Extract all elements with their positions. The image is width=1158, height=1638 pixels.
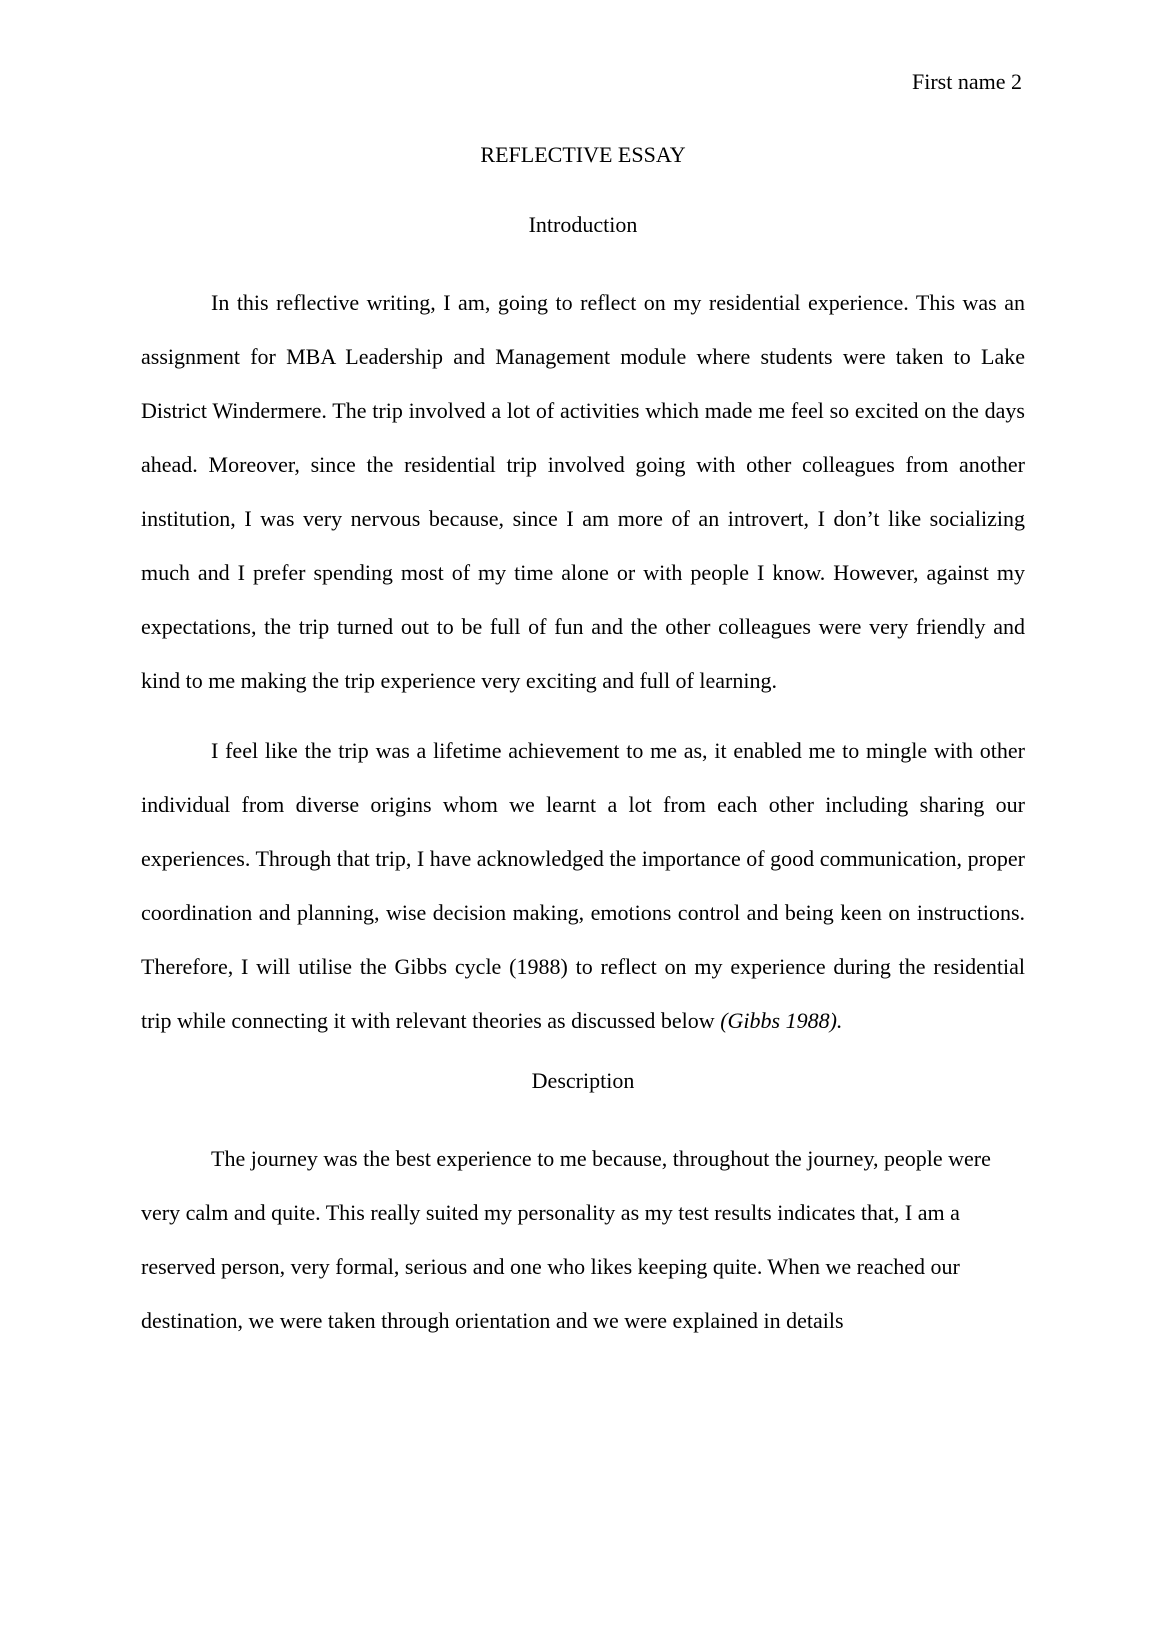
essay-body — [141, 138, 1025, 1364]
essay-title: REFLECTIVE ESSAY — [480, 142, 686, 167]
citation: (Gibbs 1988). — [720, 1008, 843, 1033]
section-heading-introduction: Introduction — [528, 212, 638, 237]
section-heading-description: Description — [531, 1068, 635, 1093]
intro-paragraph-1: In this reflective writing, I am, going to reflect on my residential experience. This was an assignment for MBA Leadership and Management module where students were taken to Lake District Windermere. The trip involved a lot of activities which made me feel so excited on the days ahead. Moreover, since the residential trip involved going with other colleagues from another institution, I was very nervous because, since I am more of an introvert, I don’t like socializing much and I prefer spending most of my time alone or with people I know. However, against my expectations, the trip turned out to be full of fun and the other colleagues were very friendly and kind to me making the trip experience very exciting and full of learning. — [141, 290, 1025, 693]
running-head: First name 2 — [912, 69, 1022, 94]
intro-paragraph-2 — [141, 724, 1025, 1048]
description-paragraph-1: The journey was the best experience to me because, throughout the journey, people were very calm and quite. This really suited my personality as my test results indicates that, I am a reserved person, very formal, serious and one who likes keeping quite. When we reached our destination, we were taken through orientation and we were explained in details — [141, 1146, 991, 1333]
intro-paragraph-2-text: I feel like the trip was a lifetime achievement to me as, it enabled me to mingle with other individual from diverse origins whom we learnt a lot from each other including sharing our experiences. Through that trip, I have acknowledged the importance of good communication, proper coordination and planning, wise decision making, emotions control and being keen on instructions. Therefore, I will utilise the Gibbs cycle (1988) to reflect on my experience during the residential trip while connecting it with relevant theories as discussed below — [141, 738, 1025, 1033]
